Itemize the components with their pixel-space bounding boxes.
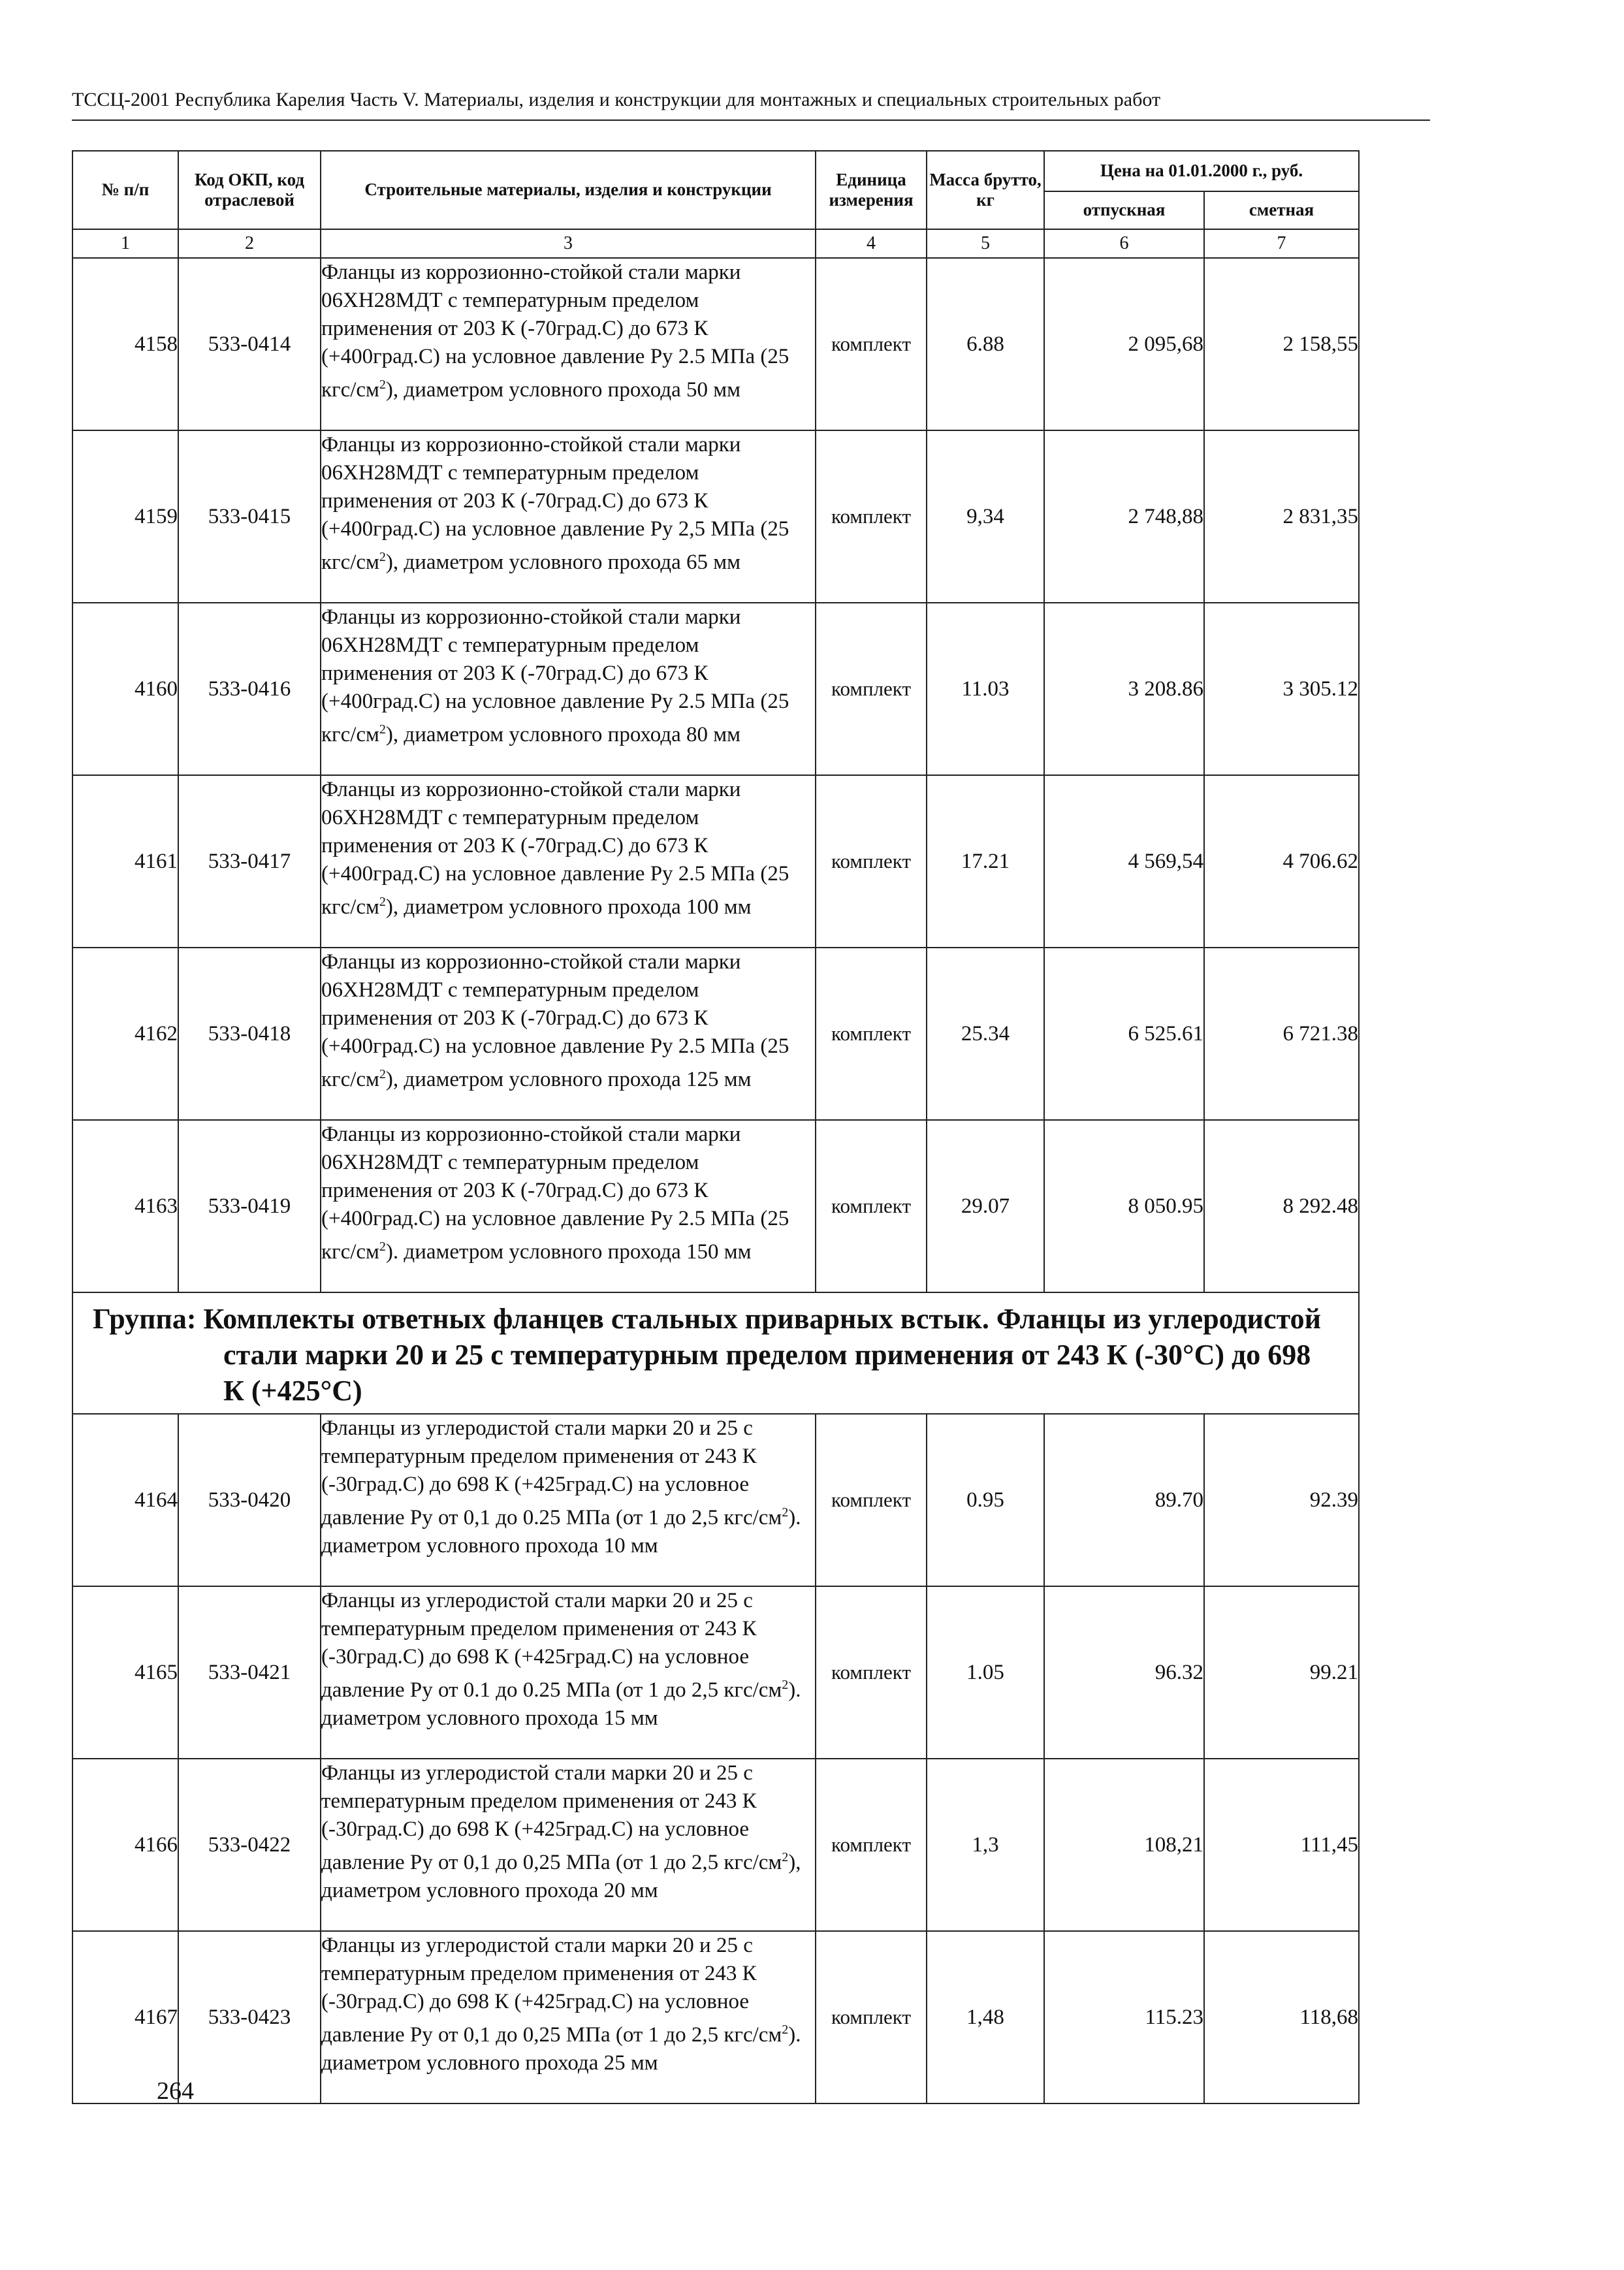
- column-number: 3: [321, 229, 816, 258]
- superscript: 2: [782, 1850, 789, 1864]
- price-release-cell: 115.23: [1044, 1931, 1204, 2103]
- mass-cell: 11.03: [927, 603, 1044, 775]
- superscript: 2: [379, 1239, 386, 1254]
- description-text: Фланцы из углеродистой стали марки 20 и 25 с температурным пределом применения от 243 К (-30град.С) до 698 К (+425град.С) на условное давление Ру от 0,1 до 0,25 МПа (от 1 до 2,5 кгс/см: [321, 1934, 782, 2047]
- column-numbers-row: [72, 229, 1359, 258]
- okp-code-cell: 533-0417: [178, 775, 321, 948]
- price-estimate-cell: 4 706.62: [1204, 775, 1359, 948]
- unit-cell: комплект: [816, 1759, 927, 1931]
- table-body: [72, 229, 1359, 2103]
- unit-cell: комплект: [816, 775, 927, 948]
- price-estimate-cell: 92.39: [1204, 1414, 1359, 1586]
- description-text: Фланцы из коррозионно-стойкой стали марки 06ХН28МДТ с температурным пределом применения от 203 К (-70град.С) до 673 К (+400град.С) на условное давление Ру 2.5 МПа (25 кгс/см: [321, 1123, 789, 1264]
- table-row: [72, 1414, 1359, 1586]
- table-row: [72, 258, 1359, 430]
- column-number: 6: [1044, 229, 1204, 258]
- price-estimate-cell: 118,68: [1204, 1931, 1359, 2103]
- price-estimate-cell: 6 721.38: [1204, 948, 1359, 1120]
- okp-code-cell: 533-0422: [178, 1759, 321, 1931]
- mass-cell: 6.88: [927, 258, 1044, 430]
- description-text: Фланцы из углеродистой стали марки 20 и 25 с температурным пределом применения от 243 К (-30град.С) до 698 К (+425град.С) на условное давление Ру от 0,1 до 0.25 МПа (от 1 до 2,5 кгс/см: [321, 1416, 782, 1529]
- table-row: [72, 1759, 1359, 1931]
- price-release-cell: 2 748,88: [1044, 430, 1204, 603]
- price-estimate-cell: 99.21: [1204, 1586, 1359, 1759]
- description-text-end: ). диаметром условного прохода 150 мм: [385, 1240, 752, 1264]
- unit-cell: комплект: [816, 1120, 927, 1292]
- description-text-end: ). диаметром условного прохода 15 мм: [321, 1678, 801, 1730]
- description-cell: [321, 948, 816, 1120]
- description-cell: [321, 258, 816, 430]
- header-price-estimate: сметная: [1204, 191, 1359, 229]
- column-number: 4: [816, 229, 927, 258]
- mass-cell: 17.21: [927, 775, 1044, 948]
- description-cell: [321, 1931, 816, 2103]
- row-number-cell: 4165: [72, 1586, 178, 1759]
- description-text-end: ). диаметром условного прохода 25 мм: [321, 2023, 801, 2075]
- header-mass: Масса брутто, кг: [927, 151, 1044, 229]
- description-text-end: ), диаметром условного прохода 20 мм: [321, 1851, 801, 1902]
- row-number-cell: 4163: [72, 1120, 178, 1292]
- okp-code-cell: 533-0415: [178, 430, 321, 603]
- price-release-cell: 2 095,68: [1044, 258, 1204, 430]
- table-row: [72, 1586, 1359, 1759]
- description-cell: [321, 1120, 816, 1292]
- column-number: 2: [178, 229, 321, 258]
- description-text-end: ), диаметром условного прохода 125 мм: [385, 1068, 752, 1091]
- running-head: ТССЦ-2001 Республика Карелия Часть V. Материалы, изделия и конструкции для монтажных и специальных строительных работ: [72, 89, 1161, 110]
- price-release-cell: 3 208.86: [1044, 603, 1204, 775]
- table-row: [72, 430, 1359, 603]
- header-price-group: Цена на 01.01.2000 г., руб.: [1044, 151, 1359, 191]
- superscript: 2: [379, 1067, 386, 1081]
- description-cell: [321, 1759, 816, 1931]
- price-release-cell: 96.32: [1044, 1586, 1204, 1759]
- table-row: [72, 1120, 1359, 1292]
- price-release-cell: 89.70: [1044, 1414, 1204, 1586]
- okp-code-cell: 533-0420: [178, 1414, 321, 1586]
- price-estimate-cell: 2 831,35: [1204, 430, 1359, 603]
- group-heading: Группа: Комплекты ответных фланцев стальных приварных встык. Фланцы из углеродистой стали марки 20 и 25 с температурным пределом применения от 243 К (-30°С) до 698 К (+425°С): [72, 1292, 1359, 1414]
- superscript: 2: [782, 1678, 789, 1692]
- description-text-end: ), диаметром условного прохода 100 мм: [385, 895, 752, 919]
- description-text: Фланцы из углеродистой стали марки 20 и 25 с температурным пределом применения от 243 К (-30град.С) до 698 К (+425град.С) на условное давление Ру от 0,1 до 0,25 МПа (от 1 до 2,5 кгс/см: [321, 1761, 782, 1874]
- page-number: 264: [157, 2077, 194, 2105]
- header-unit: Единица измерения: [816, 151, 927, 229]
- mass-cell: 1,3: [927, 1759, 1044, 1931]
- unit-cell: комплект: [816, 1414, 927, 1586]
- header-num: № п/п: [72, 151, 178, 229]
- unit-cell: комплект: [816, 1931, 927, 2103]
- table-row: [72, 1931, 1359, 2103]
- superscript: 2: [379, 895, 386, 909]
- description-text: Фланцы из коррозионно-стойкой стали марки 06ХН28МДТ с температурным пределом применения от 203 К (-70град.С) до 673 К (+400град.С) на условное давление Ру 2,5 МПа (25 кгс/см: [321, 433, 789, 574]
- table-row: [72, 775, 1359, 948]
- price-estimate-cell: 3 305.12: [1204, 603, 1359, 775]
- mass-cell: 1,48: [927, 1931, 1044, 2103]
- column-number: 7: [1204, 229, 1359, 258]
- mass-cell: 29.07: [927, 1120, 1044, 1292]
- description-text-end: ), диаметром условного прохода 65 мм: [385, 551, 741, 574]
- okp-code-cell: 533-0419: [178, 1120, 321, 1292]
- row-number-cell: 4167: [72, 1931, 178, 2103]
- mass-cell: 0.95: [927, 1414, 1044, 1586]
- price-table: [72, 150, 1360, 2104]
- description-cell: [321, 430, 816, 603]
- description-cell: [321, 1586, 816, 1759]
- mass-cell: 25.34: [927, 948, 1044, 1120]
- price-estimate-cell: 2 158,55: [1204, 258, 1359, 430]
- description-text-end: ), диаметром условного прохода 80 мм: [385, 723, 741, 746]
- table-header: [72, 151, 1359, 229]
- unit-cell: комплект: [816, 258, 927, 430]
- header-price-release: отпускная: [1044, 191, 1204, 229]
- description-text: Фланцы из коррозионно-стойкой стали марки 06ХН28МДТ с температурным пределом применения от 203 К (-70град.С) до 673 К (+400град.С) на условное давление Ру 2.5 МПа (25 кгс/см: [321, 261, 789, 402]
- row-number-cell: 4161: [72, 775, 178, 948]
- header-okp: Код ОКП, код отраслевой: [178, 151, 321, 229]
- header-name: Строительные материалы, изделия и конструкции: [321, 151, 816, 229]
- column-number: 1: [72, 229, 178, 258]
- okp-code-cell: 533-0418: [178, 948, 321, 1120]
- superscript: 2: [782, 1505, 789, 1520]
- description-text: Фланцы из коррозионно-стойкой стали марки 06ХН28МДТ с температурным пределом применения от 203 К (-70град.С) до 673 К (+400град.С) на условное давление Ру 2.5 МПа (25 кгс/см: [321, 605, 789, 746]
- price-release-cell: 4 569,54: [1044, 775, 1204, 948]
- description-cell: [321, 1414, 816, 1586]
- superscript: 2: [782, 2022, 789, 2037]
- okp-code-cell: 533-0421: [178, 1586, 321, 1759]
- description-text-end: ). диаметром условного прохода 10 мм: [321, 1506, 801, 1558]
- mass-cell: 9,34: [927, 430, 1044, 603]
- column-number: 5: [927, 229, 1044, 258]
- unit-cell: комплект: [816, 430, 927, 603]
- superscript: 2: [379, 550, 386, 564]
- row-number-cell: 4164: [72, 1414, 178, 1586]
- price-estimate-cell: 8 292.48: [1204, 1120, 1359, 1292]
- description-cell: [321, 775, 816, 948]
- unit-cell: комплект: [816, 603, 927, 775]
- description-cell: [321, 603, 816, 775]
- unit-cell: комплект: [816, 1586, 927, 1759]
- description-text: Фланцы из углеродистой стали марки 20 и 25 с температурным пределом применения от 243 К (-30град.С) до 698 К (+425град.С) на условное давление Ру от 0.1 до 0.25 МПа (от 1 до 2,5 кгс/см: [321, 1589, 782, 1702]
- price-estimate-cell: 111,45: [1204, 1759, 1359, 1931]
- okp-code-cell: 533-0416: [178, 603, 321, 775]
- okp-code-cell: 533-0414: [178, 258, 321, 430]
- row-number-cell: 4162: [72, 948, 178, 1120]
- price-release-cell: 6 525.61: [1044, 948, 1204, 1120]
- table-row: [72, 603, 1359, 775]
- table-row: [72, 948, 1359, 1120]
- superscript: 2: [379, 722, 386, 737]
- unit-cell: комплект: [816, 948, 927, 1120]
- group-heading-row: [72, 1292, 1359, 1414]
- description-text: Фланцы из коррозионно-стойкой стали марки 06ХН28МДТ с температурным пределом применения от 203 К (-70град.С) до 673 К (+400град.С) на условное давление Ру 2.5 МПа (25 кгс/см: [321, 778, 789, 919]
- header-rule: [72, 120, 1430, 121]
- description-text-end: ), диаметром условного прохода 50 мм: [385, 378, 741, 402]
- mass-cell: 1.05: [927, 1586, 1044, 1759]
- superscript: 2: [379, 377, 386, 392]
- okp-code-cell: 533-0423: [178, 1931, 321, 2103]
- row-number-cell: 4166: [72, 1759, 178, 1931]
- row-number-cell: 4159: [72, 430, 178, 603]
- row-number-cell: 4160: [72, 603, 178, 775]
- price-release-cell: 8 050.95: [1044, 1120, 1204, 1292]
- description-text: Фланцы из коррозионно-стойкой стали марки 06ХН28МДТ с температурным пределом применения от 203 К (-70град.С) до 673 К (+400град.С) на условное давление Ру 2.5 МПа (25 кгс/см: [321, 950, 789, 1091]
- price-release-cell: 108,21: [1044, 1759, 1204, 1931]
- row-number-cell: 4158: [72, 258, 178, 430]
